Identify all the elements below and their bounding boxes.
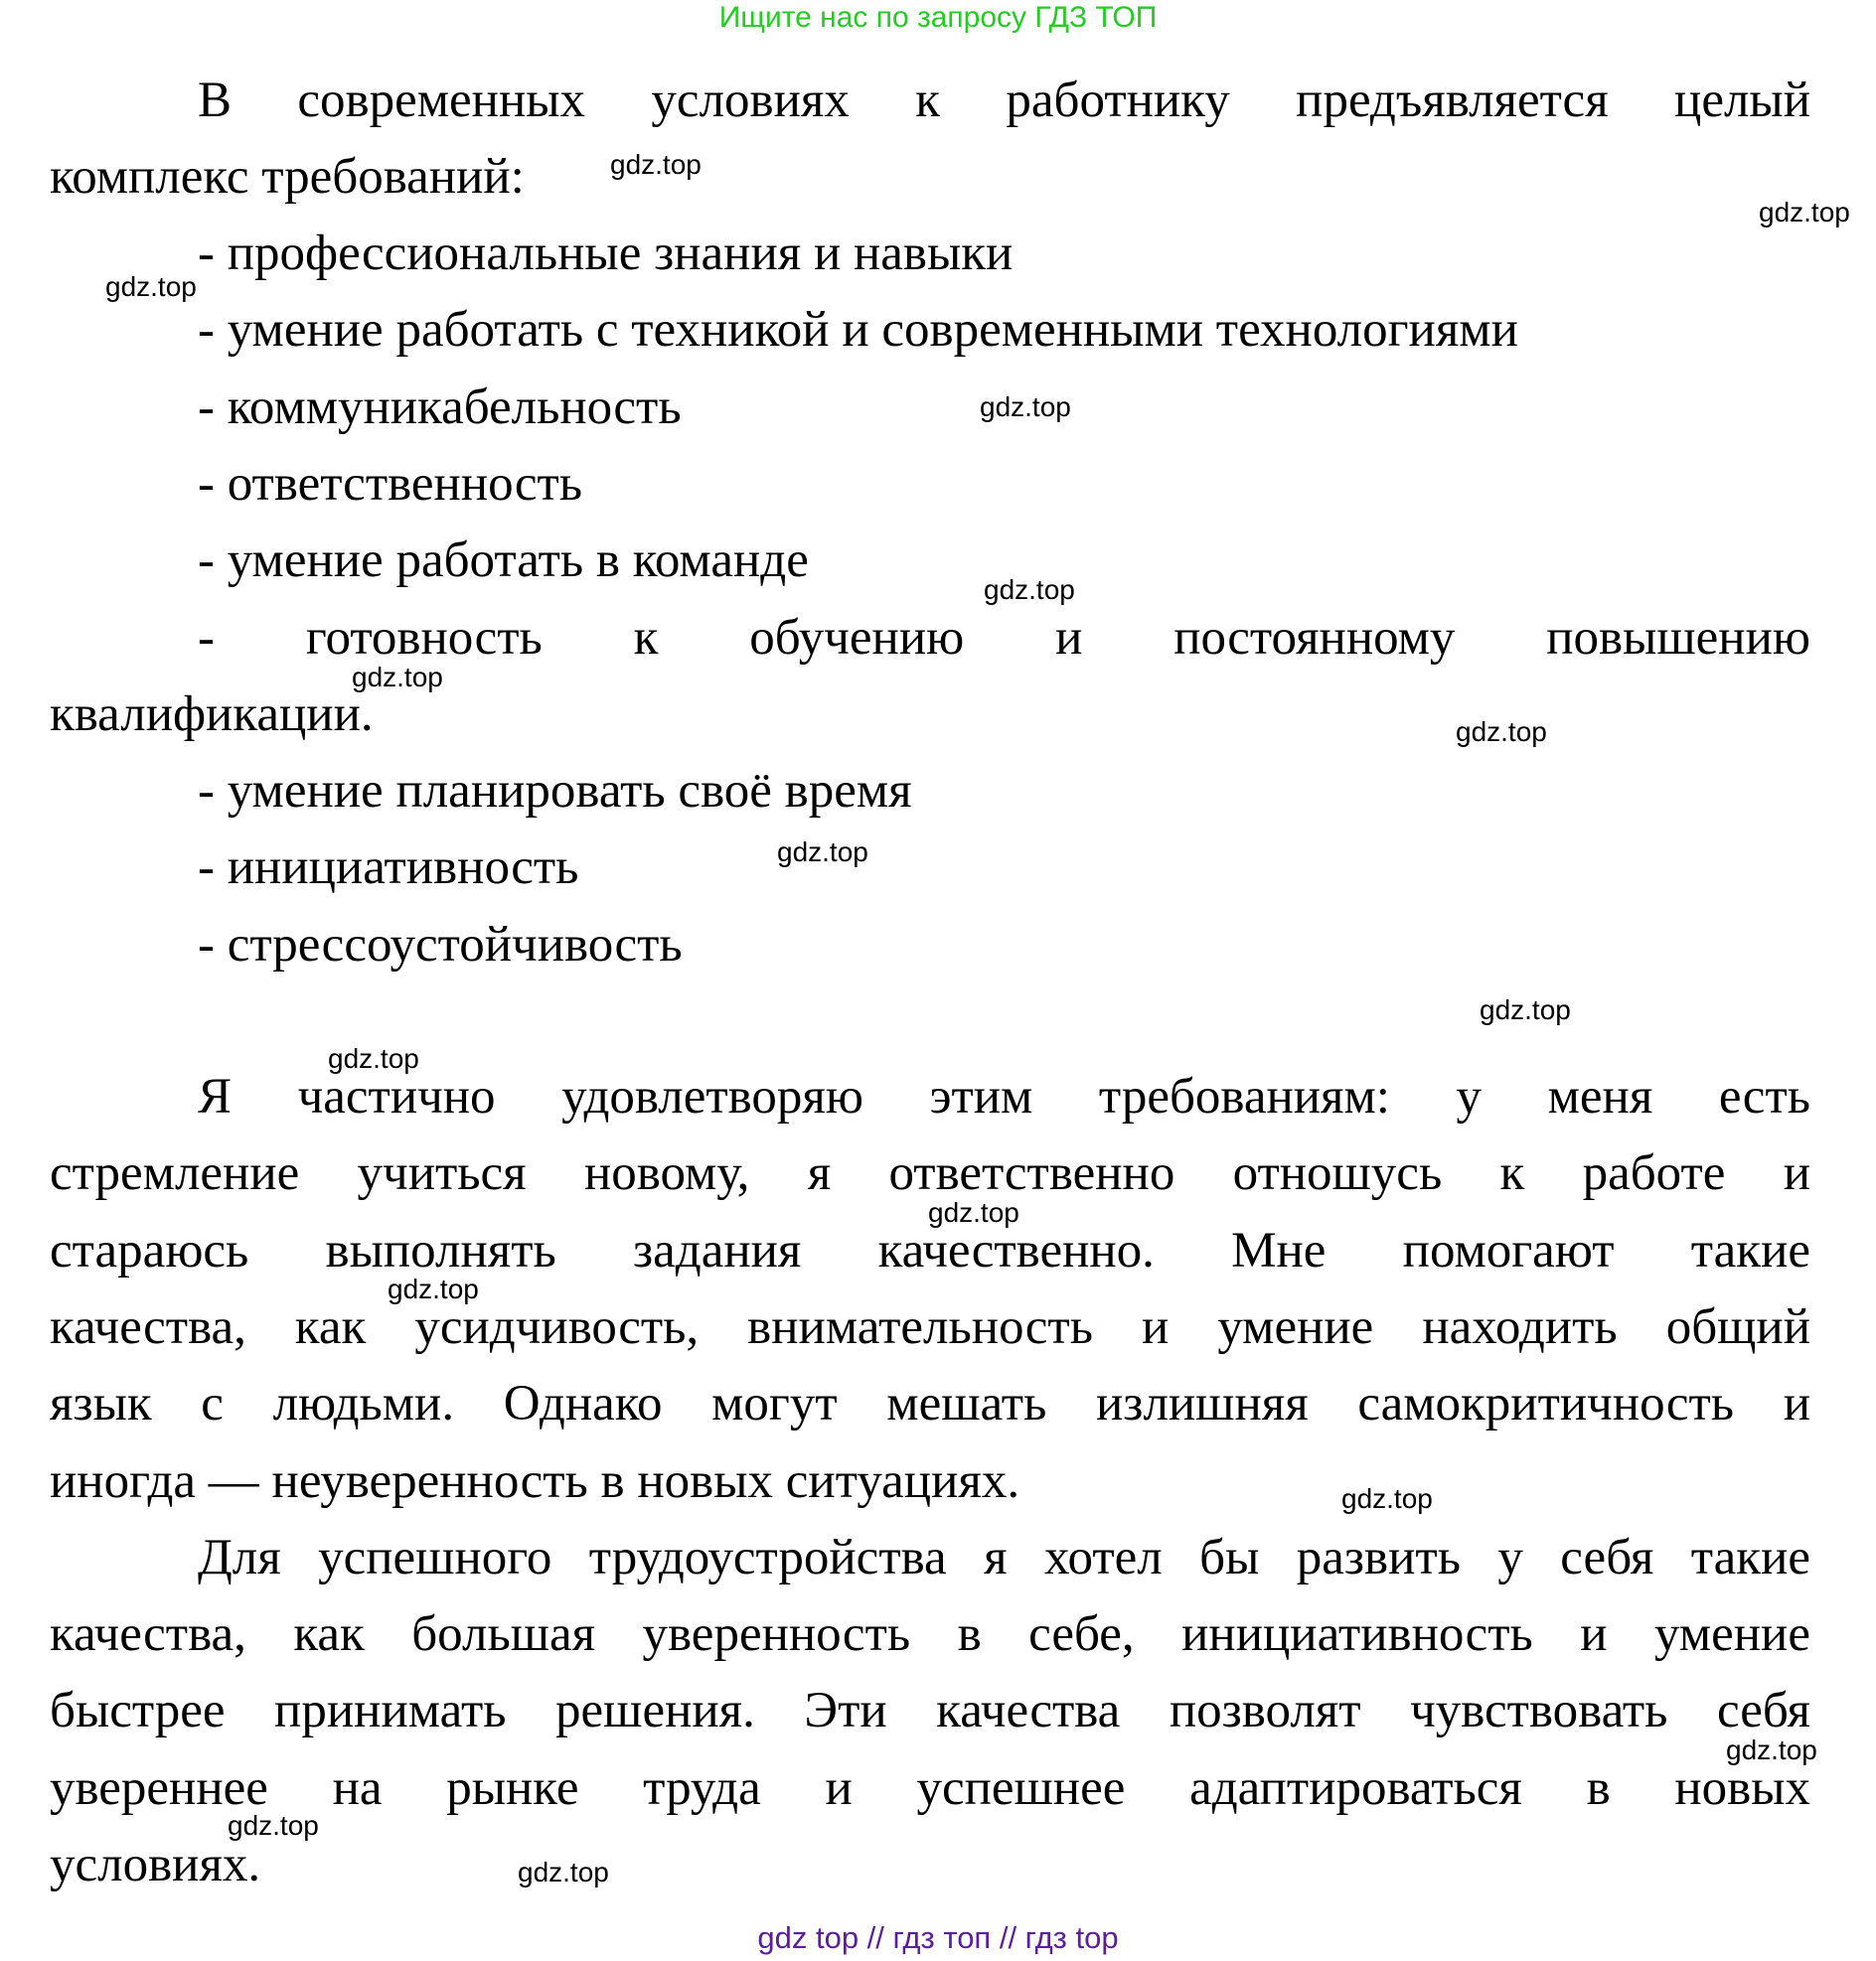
- watermark: gdz.top: [352, 662, 443, 692]
- list-item: - стрессоустойчивость: [198, 917, 683, 973]
- paragraph-line: увереннее на рынке труда и успешнее адаптироваться в новых: [50, 1760, 1810, 1816]
- watermark: gdz.top: [928, 1197, 1019, 1228]
- list-item: - умение планировать своё время: [198, 763, 912, 819]
- watermark: gdz.top: [1341, 1483, 1433, 1514]
- paragraph-line: качества, как большая уверенность в себе, инициативность и умение: [50, 1606, 1810, 1662]
- list-item: - ответственность: [198, 456, 583, 512]
- watermark: gdz.top: [328, 1043, 419, 1074]
- watermark: gdz.top: [1726, 1735, 1817, 1765]
- list-item: - инициативность: [198, 839, 579, 895]
- watermark: gdz.top: [1480, 994, 1571, 1025]
- watermark: gdz.top: [610, 149, 702, 180]
- list-item-continuation: квалификации.: [50, 686, 374, 742]
- paragraph-line: стараюсь выполнять задания качественно. Мне помогают такие: [50, 1223, 1810, 1279]
- paragraph-line: стремление учиться новому, я ответственно отношусь к работе и: [50, 1145, 1810, 1201]
- list-item: - готовность к обучению и постоянному повышению: [198, 610, 1810, 666]
- paragraph-line: быстрее принимать решения. Эти качества позволят чувствовать себя: [50, 1683, 1810, 1738]
- watermark: gdz.top: [777, 836, 868, 867]
- search-hint-banner: Ищите нас по запросу ГДЗ ТОП: [718, 1, 1158, 34]
- footer-links: gdz top // гдз топ // гдз top: [757, 1920, 1119, 1955]
- paragraph-line: иногда — неуверенность в новых ситуациях.: [50, 1453, 1020, 1509]
- list-item: - коммуникабельность: [198, 379, 682, 435]
- list-item: - умение работать с техникой и современными технологиями: [198, 302, 1518, 358]
- watermark: gdz.top: [980, 391, 1071, 422]
- list-item: - профессиональные знания и навыки: [198, 226, 1014, 281]
- watermark: gdz.top: [105, 271, 197, 302]
- paragraph-line: Для успешного трудоустройства я хотел бы развить у себя такие: [198, 1530, 1810, 1585]
- paragraph-line: В современных условиях к работнику предъявляется целый: [198, 73, 1810, 128]
- paragraph-line: условиях.: [50, 1837, 261, 1892]
- watermark: gdz.top: [1759, 197, 1850, 227]
- paragraph-line: качества, как усидчивость, внимательность и умение находить общий: [50, 1299, 1810, 1355]
- list-item: - умение работать в команде: [198, 532, 809, 588]
- watermark: gdz.top: [1456, 716, 1547, 747]
- watermark: gdz.top: [228, 1810, 319, 1841]
- paragraph-line: комплекс требований:: [50, 149, 525, 205]
- watermark: gdz.top: [984, 574, 1075, 605]
- paragraph-line: Я частично удовлетворяю этим требованиям: у меня есть: [198, 1069, 1810, 1125]
- watermark: gdz.top: [518, 1857, 609, 1887]
- paragraph-line: язык с людьми. Однако могут мешать излишняя самокритичность и: [50, 1376, 1810, 1432]
- watermark: gdz.top: [388, 1274, 479, 1304]
